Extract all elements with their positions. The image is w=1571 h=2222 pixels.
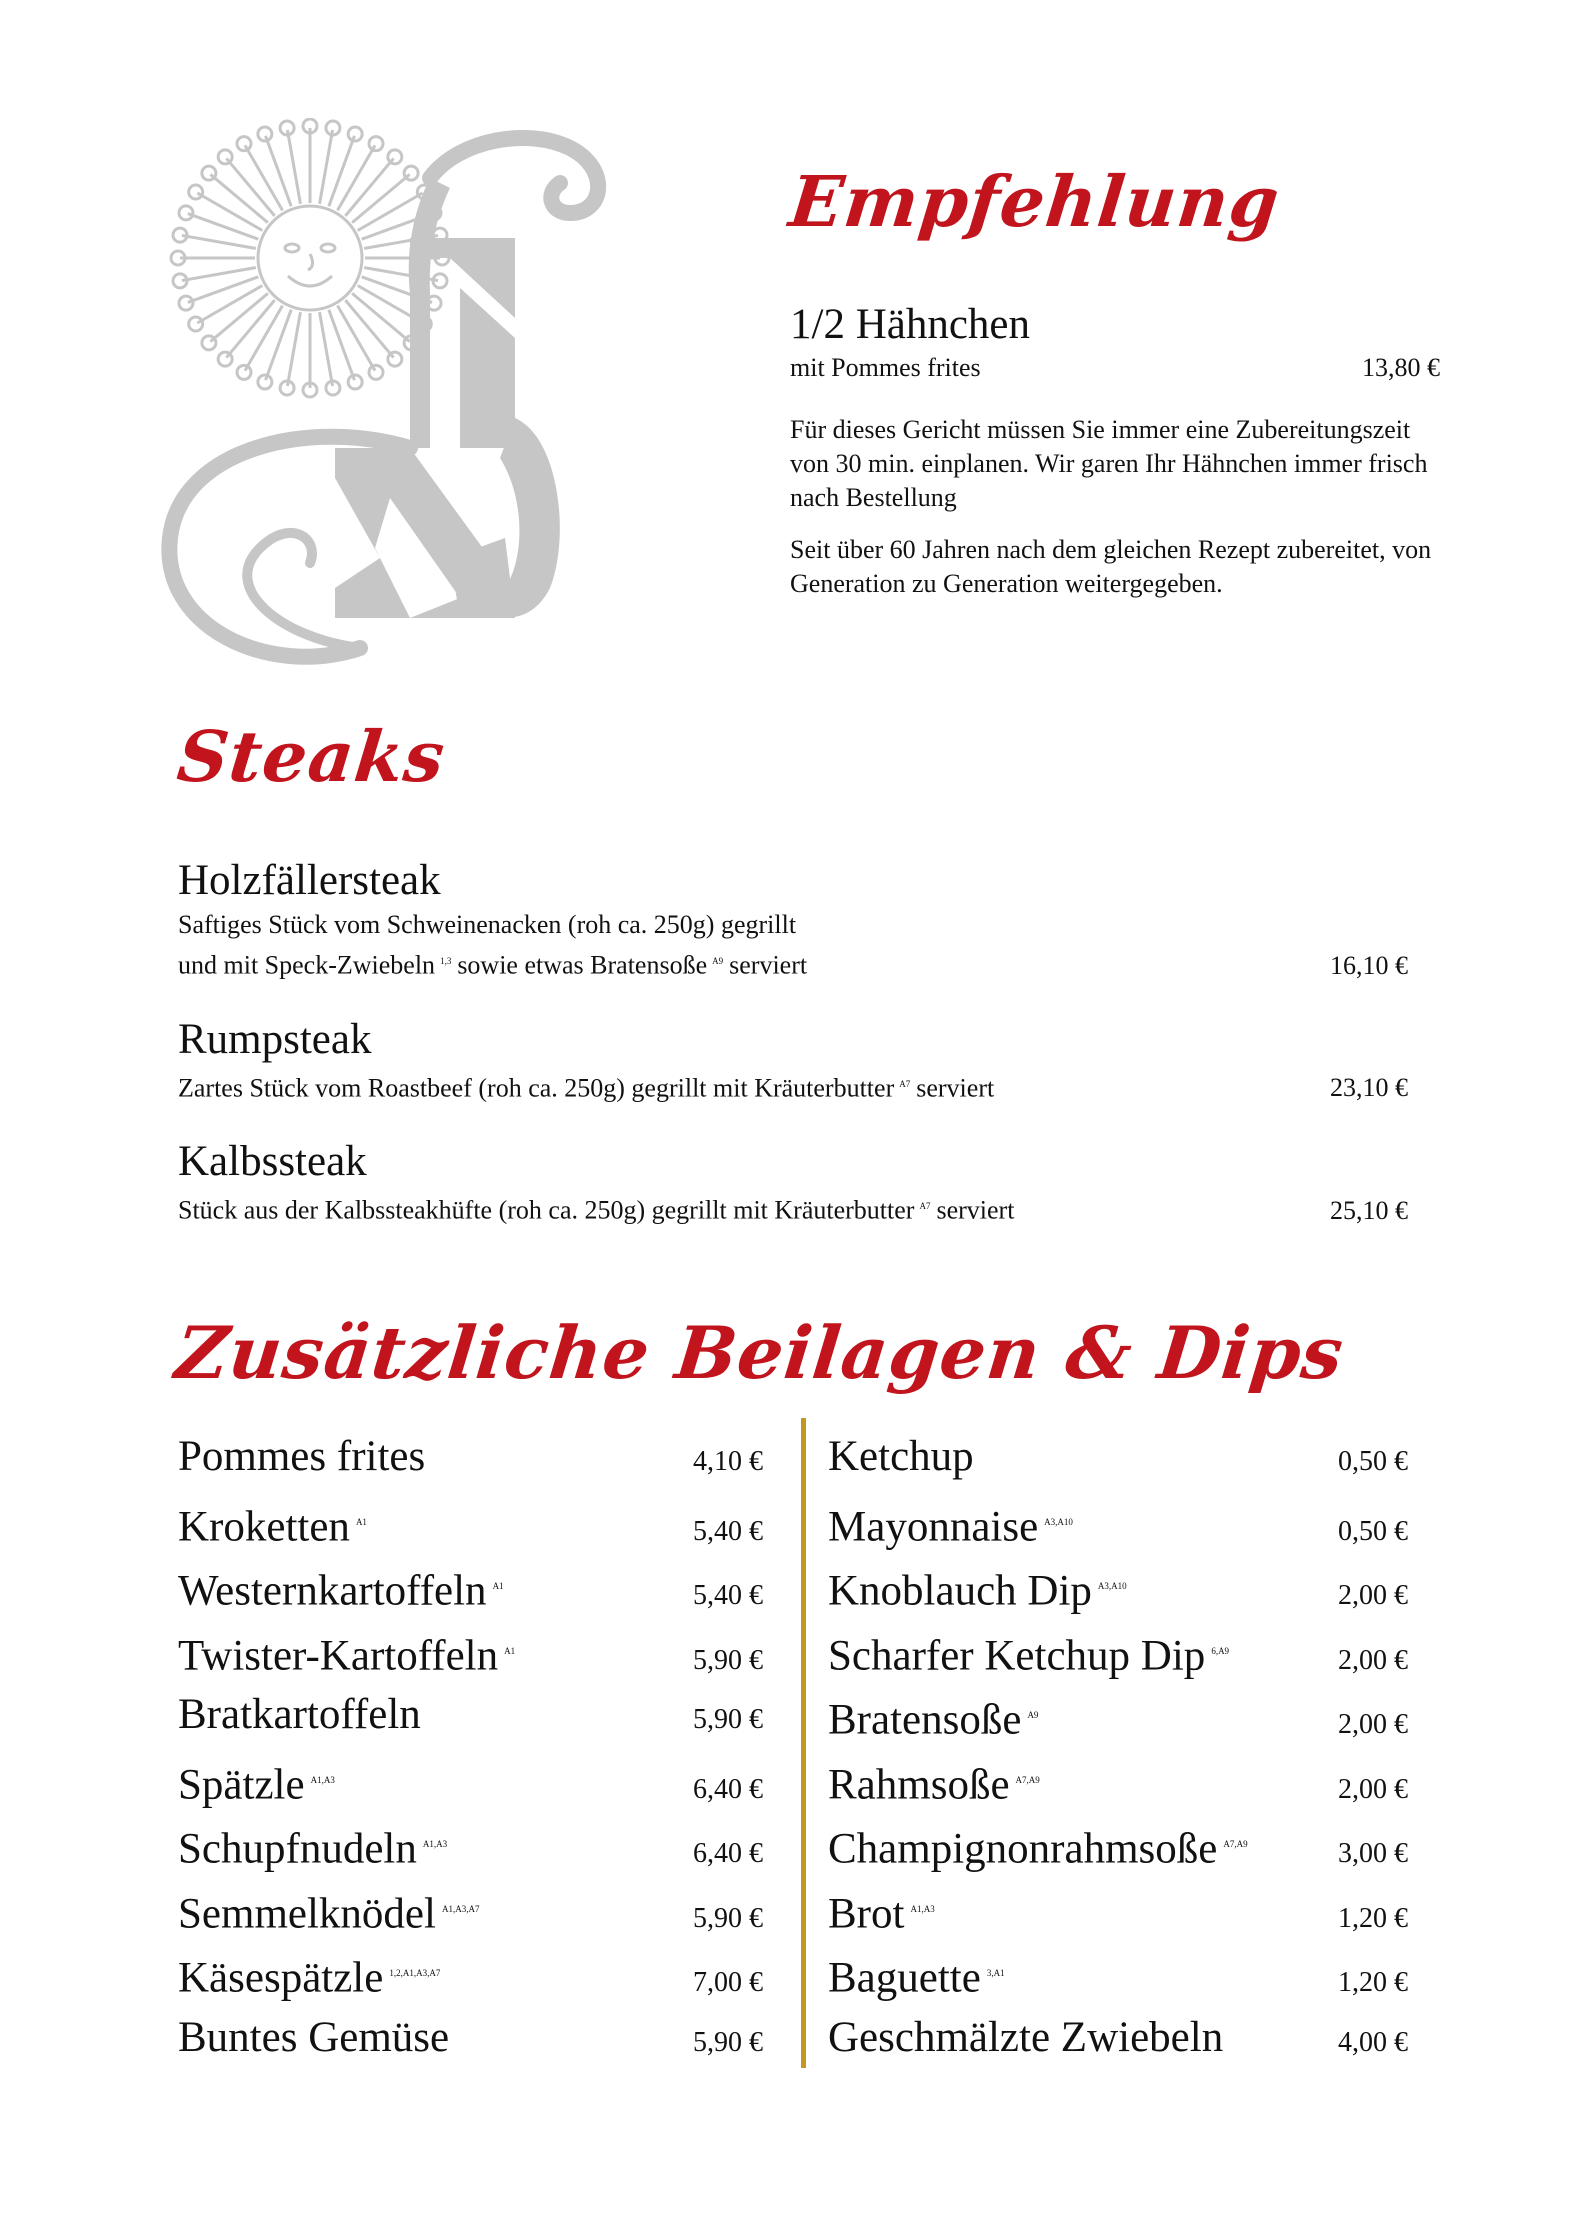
steak-description-part: serviert — [916, 1073, 995, 1103]
steak-description — [178, 943, 807, 984]
side-item-price: 5,40 € — [693, 1515, 763, 1547]
side-item-name: Kroketten — [178, 1502, 350, 1550]
dip-item-name: Geschmälzte Zwiebeln — [828, 2013, 1224, 2061]
sides-list — [178, 1425, 763, 2070]
side-item-label — [178, 1812, 447, 1881]
dip-item-label — [828, 1812, 1248, 1881]
side-item-label — [178, 1554, 504, 1623]
allergen-code: A9 — [712, 956, 724, 966]
steak-description-line — [178, 1188, 1408, 1229]
recommendation-subtitle: mit Pommes frites — [790, 353, 981, 383]
recommendation-note-preparation: Für dieses Gericht müssen Sie immer eine Zubereitungszeit von 30 min. einplanen. Wir garen Ihr Hähnchen immer frisch nach Bestellung — [790, 415, 1428, 513]
side-item-name: Käsespätzle — [178, 1954, 384, 2002]
dip-item-label — [828, 1941, 1005, 2010]
dip-item-name: Brot — [828, 1889, 905, 1937]
allergen-code: 6,A9 — [1211, 1645, 1230, 1656]
dip-item — [828, 1748, 1408, 1813]
dip-item — [828, 2006, 1408, 2071]
allergen-code: A7,A9 — [1223, 1839, 1248, 1849]
side-item — [178, 1490, 763, 1555]
steak-description — [178, 1066, 994, 1107]
side-item-label — [178, 2006, 449, 2070]
allergen-code: A3,A10 — [1097, 1581, 1127, 1591]
side-item-label — [178, 1425, 425, 1489]
side-item-price: 5,90 € — [693, 1644, 763, 1676]
side-item-price: 5,40 € — [693, 1580, 763, 1612]
steaks-section — [178, 855, 1408, 1259]
dip-item-name: Champignonrahmsoße — [828, 1825, 1218, 1873]
dip-item-label — [828, 1877, 935, 1946]
allergen-code: A7 — [899, 1078, 911, 1089]
steak-description-part: und mit Speck-Zwiebeln — [178, 950, 436, 980]
dip-item-price: 0,50 € — [1338, 1515, 1408, 1547]
steak-description-part: sowie etwas Bratensoße — [457, 950, 708, 980]
steak-price: 23,10 € — [1330, 1073, 1408, 1103]
recommendation-dish-name: 1/2 Hähnchen — [790, 301, 1031, 348]
allergen-code: A3,A10 — [1044, 1516, 1073, 1527]
side-item-label — [178, 1877, 479, 1946]
menu-item-steak — [178, 1014, 1408, 1107]
dip-item — [828, 1877, 1408, 1942]
recommendation-section — [790, 300, 1440, 601]
allergen-code: A1,A3,A7 — [441, 1903, 480, 1914]
side-item — [178, 1683, 763, 1748]
side-item-label — [178, 1748, 335, 1817]
dip-item-price: 2,00 € — [1338, 1709, 1408, 1741]
allergen-code: A1,A3 — [310, 1774, 335, 1785]
dip-item-price: 2,00 € — [1338, 1644, 1408, 1676]
side-item-name: Buntes Gemüse — [178, 2013, 450, 2061]
side-item — [178, 1554, 763, 1619]
steak-description-part: Zartes Stück vom Roastbeef (roh ca. 250g) gegrillt mit Kräuterbutter — [178, 1073, 895, 1103]
dip-item-name: Bratensoße — [828, 1696, 1022, 1744]
dip-item — [828, 1619, 1408, 1684]
allergen-code: A1 — [492, 1581, 504, 1591]
dip-item-label — [828, 2006, 1223, 2070]
steak-name: Holzfällersteak — [178, 857, 441, 904]
steak-price: 16,10 € — [1330, 950, 1408, 980]
allergen-code: A1 — [504, 1645, 516, 1656]
side-item — [178, 1748, 763, 1813]
menu-item-steak — [178, 855, 1408, 984]
dip-item-name: Mayonnaise — [828, 1502, 1039, 1550]
side-item — [178, 1425, 763, 1490]
side-item-price: 4,10 € — [693, 1446, 763, 1477]
dip-item-name: Baguette — [828, 1954, 981, 2002]
side-item-name: Schupfnudeln — [178, 1825, 417, 1873]
steak-description-line — [178, 943, 1408, 984]
recommendation-heading: Empfehlung — [785, 160, 1284, 243]
sides-dips-heading: Zusätzliche Beilagen & Dips — [171, 1310, 1348, 1395]
side-item-name: Semmelknödel — [178, 1889, 436, 1937]
steak-description-line — [178, 907, 1408, 943]
side-item-label — [178, 1490, 367, 1559]
dip-item-price: 0,50 € — [1338, 1446, 1408, 1477]
steak-description — [178, 1188, 1014, 1229]
allergen-code: A7,A9 — [1015, 1774, 1040, 1785]
sun-monogram-logo — [160, 118, 720, 688]
dip-item-price: 3,00 € — [1338, 1838, 1408, 1870]
side-item-label — [178, 1619, 515, 1688]
allergen-code: A1,A3 — [910, 1903, 935, 1914]
side-item-label — [178, 1941, 440, 2010]
steak-description: Saftiges Stück vom Schweinenacken (roh ca. 250g) gegrillt — [178, 910, 797, 939]
dip-item — [828, 1425, 1408, 1490]
dip-item-price: 1,20 € — [1338, 1902, 1408, 1934]
recommendation-price: 13,80 € — [1362, 353, 1440, 383]
column-divider — [801, 1418, 806, 2068]
side-item-name: Bratkartoffeln — [178, 1691, 421, 1738]
menu-item-steak — [178, 1136, 1408, 1229]
dip-item-name: Knoblauch Dip — [828, 1567, 1092, 1615]
dip-item-name: Rahmsoße — [828, 1760, 1010, 1808]
dip-item-label — [828, 1619, 1229, 1688]
dip-item — [828, 1941, 1408, 2006]
dips-list — [828, 1425, 1408, 2070]
side-item — [178, 1941, 763, 2006]
dip-item-price: 4,00 € — [1338, 2026, 1408, 2058]
side-item-price: 6,40 € — [693, 1773, 763, 1805]
steak-description-part: serviert — [936, 1195, 1015, 1225]
allergen-code: A1 — [355, 1516, 367, 1527]
dip-item — [828, 1490, 1408, 1555]
side-item — [178, 1812, 763, 1877]
steak-description-part: serviert — [729, 950, 808, 980]
dip-item-label — [828, 1425, 974, 1489]
dip-item-label — [828, 1490, 1073, 1559]
side-item-label — [178, 1683, 421, 1747]
side-item — [178, 2006, 763, 2071]
dip-item — [828, 1554, 1408, 1619]
side-item — [178, 1619, 763, 1684]
side-item-price: 6,40 € — [693, 1838, 763, 1870]
side-item-price: 5,90 € — [693, 1902, 763, 1934]
side-item-name: Spätzle — [178, 1760, 305, 1808]
dip-item — [828, 1683, 1408, 1748]
side-item-name: Pommes frites — [178, 1433, 426, 1480]
side-item-price: 5,90 € — [693, 1704, 763, 1735]
allergen-code: 1,3 — [440, 956, 452, 966]
steaks-heading: Steaks — [173, 715, 450, 798]
side-item-name: Twister-Kartoffeln — [178, 1631, 499, 1679]
allergen-code: A1,A3 — [422, 1839, 448, 1849]
steak-price: 25,10 € — [1330, 1195, 1408, 1225]
steak-name: Rumpsteak — [178, 1015, 372, 1063]
dip-item — [828, 1812, 1408, 1877]
sun-icon — [171, 119, 449, 397]
side-item-price: 5,90 € — [693, 2026, 763, 2058]
steak-description-line — [178, 1066, 1408, 1107]
side-item-price: 7,00 € — [693, 1967, 763, 1999]
dip-item-price: 1,20 € — [1338, 1967, 1408, 1999]
dip-item-label — [828, 1554, 1127, 1623]
recommendation-note-tradition: Seit über 60 Jahren nach dem gleichen Rezept zubereitet, von Generation zu Generation weitergegeben. — [790, 535, 1432, 599]
steak-name: Kalbssteak — [178, 1138, 367, 1186]
recommendation-price-row — [790, 353, 1440, 383]
allergen-code: A7 — [919, 1201, 931, 1212]
allergen-code: A9 — [1027, 1710, 1039, 1720]
side-item — [178, 1877, 763, 1942]
allergen-code: 1,2,A1,A3,A7 — [389, 1968, 441, 1978]
dip-item-label — [828, 1748, 1040, 1817]
dip-item-price: 2,00 € — [1338, 1580, 1408, 1612]
sides-dips-section — [178, 1425, 1408, 2065]
side-item-name: Westernkartoffeln — [178, 1567, 487, 1615]
dip-item-name: Scharfer Ketchup Dip — [828, 1631, 1206, 1679]
dip-item-name: Ketchup — [828, 1433, 974, 1480]
allergen-code: 3,A1 — [986, 1968, 1005, 1978]
dip-item-label — [828, 1683, 1038, 1752]
dip-item-price: 2,00 € — [1338, 1773, 1408, 1805]
steak-description-part: Stück aus der Kalbssteakhüfte (roh ca. 250g) gegrillt mit Kräuterbutter — [178, 1195, 915, 1225]
